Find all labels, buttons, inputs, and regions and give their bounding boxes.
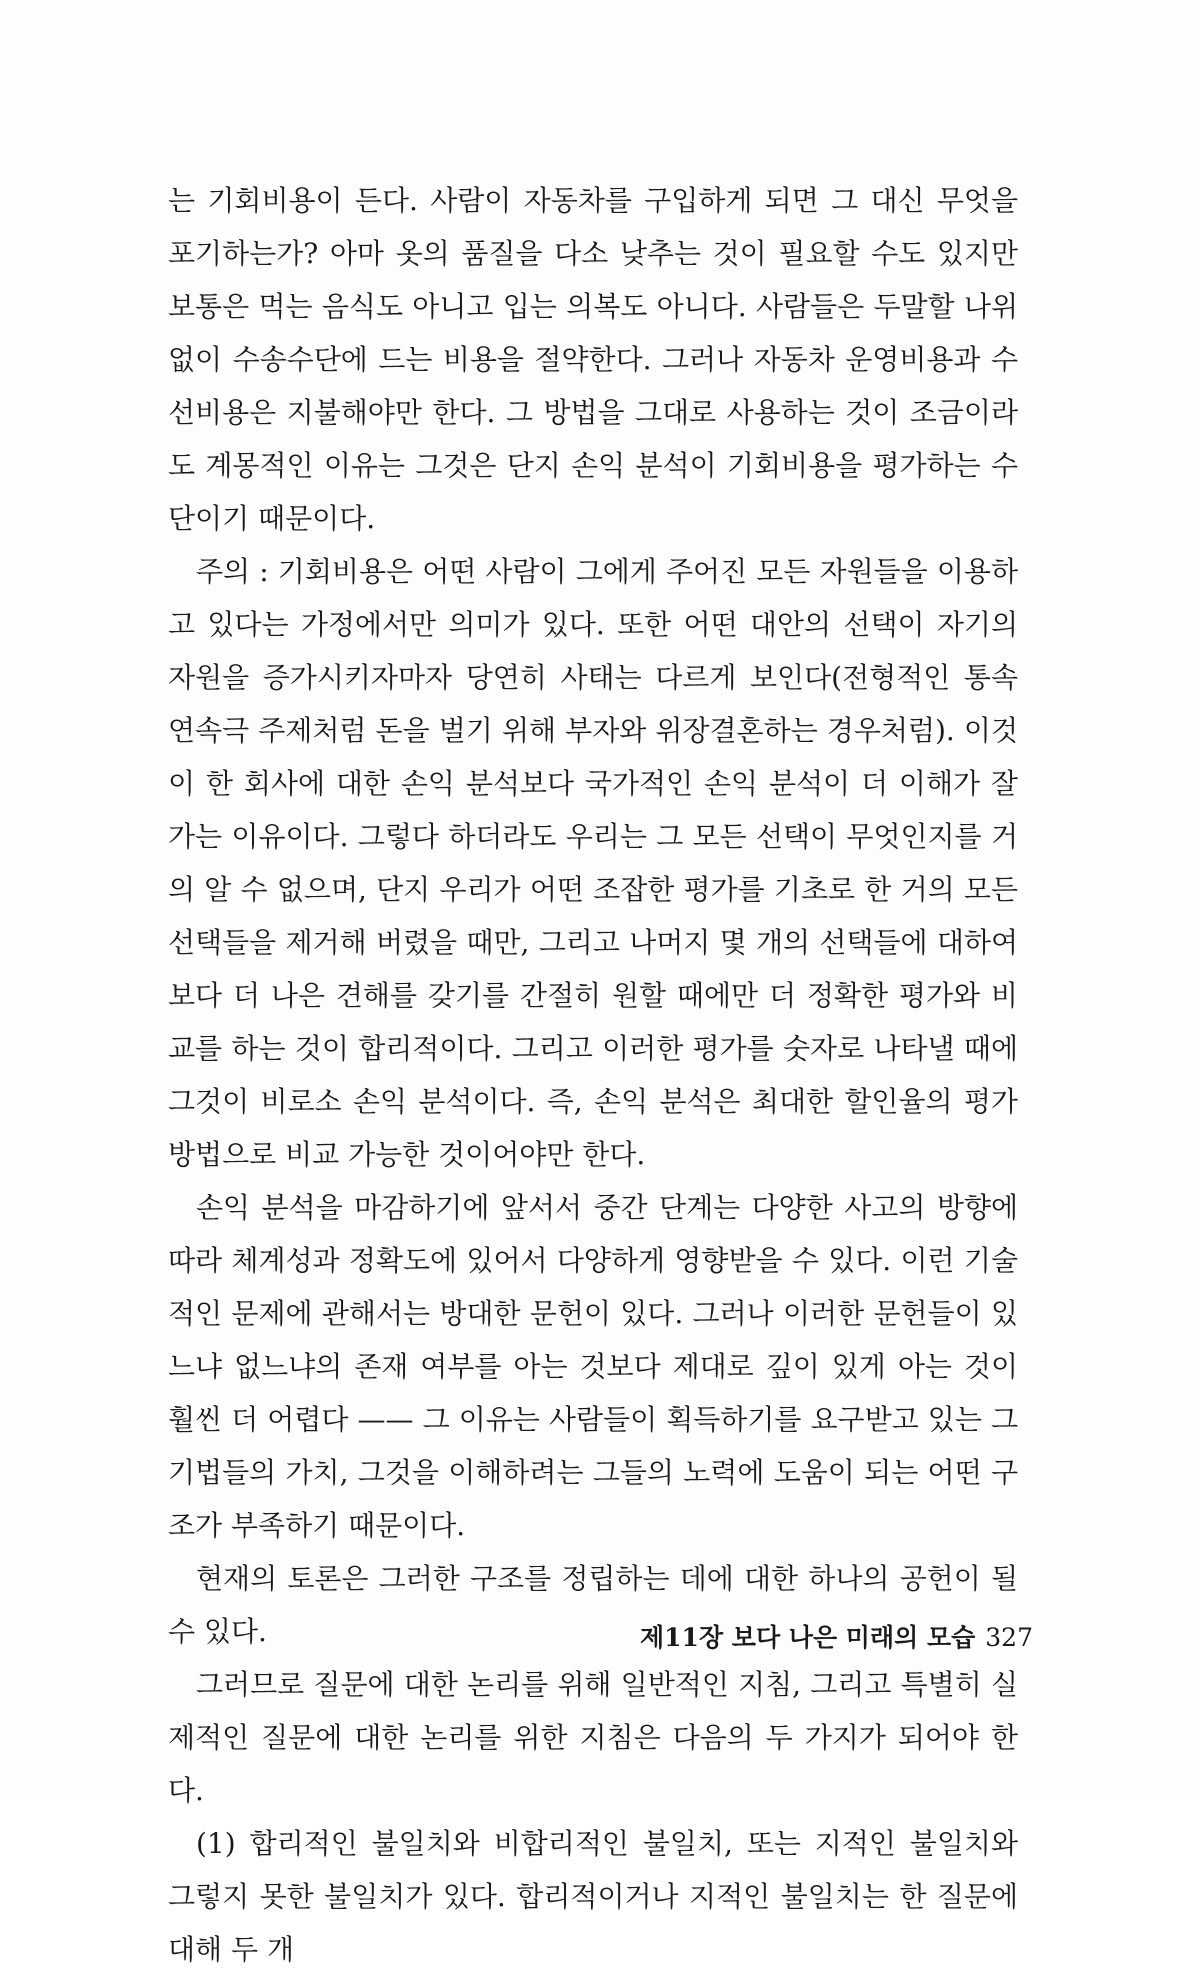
running-footer	[640, 1618, 1040, 1654]
paragraph: 현재의 토론은 그러한 구조를 정립하는 데에 대한 하나의 공헌이 될 수 있다.	[168, 1562, 1018, 1648]
paragraph: (1) 합리적인 불일치와 비합리적인 불일치, 또는 지적인 불일치와 그렇지 못한 불일치가 있다. 합리적이거나 지적인 불일치는 한 질문에 대해 두 개	[168, 1827, 1018, 1966]
paragraph: 는 기회비용이 든다. 사람이 자동차를 구입하게 되면 그 대신 무엇을 포기하는가? 아마 옷의 품질을 다소 낮추는 것이 필요할 수도 있지만 보통은 먹는 음식도 아니고 입는 의복도 아니다. 사람들은 두말할 나위없이 수송수단에 드는 비용을 절약한다. 그러나 자동차 운영비용과 수선비용은 지불해야만 한다. 그 방법을 그대로 사용하는 것이 조금이라도 계몽적인 이유는 그것은 단지 손익 분석이 기회비용을 평가하는 수단이기 때문이다.	[168, 184, 1018, 535]
paragraph: 주의 : 기회비용은 어떤 사람이 그에게 주어진 모든 자원들을 이용하고 있다는 가정에서만 의미가 있다. 또한 어떤 대안의 선택이 자기의 자원을 증가시키자마자 당연히 사태는 다르게 보인다(전형적인 통속 연속극 주제처럼 돈을 벌기 위해 부자와 위장결혼하는 경우처럼). 이것이 한 회사에 대한 손익 분석보다 국가적인 손익 분석이 더 이해가 잘 가는 이유이다. 그렇다 하더라도 우리는 그 모든 선택이 무엇인지를 거의 알 수 없으며, 단지 우리가 어떤 조잡한 평가를 기초로 한 거의 모든 선택들을 제거해 버렸을 때만, 그리고 나머지 몇 개의 선택들에 대하여 보다 더 나은 견해를 갖기를 간절히 원할 때에만 더 정확한 평가와 비교를 하는 것이 합리적이다. 그리고 이러한 평가를 숫자로 나타낼 때에 그것이 비로소 손익 분석이다. 즉, 손익 분석은 최대한 할인율의 평가 방법으로 비교 가능한 것이어야만 한다.	[168, 555, 1018, 1171]
page-number: 327	[985, 1623, 1033, 1652]
chapter-title: 제11장 보다 나은 미래의 모습	[640, 1623, 976, 1652]
body-text	[168, 174, 1018, 1976]
paragraph: 손익 분석을 마감하기에 앞서서 중간 단계는 다양한 사고의 방향에 따라 체계성과 정확도에 있어서 다양하게 영향받을 수 있다. 이런 기술적인 문제에 관해서는 방대한 문헌이 있다. 그러나 이러한 문헌들이 있느냐 없느냐의 존재 여부를 아는 것보다 제대로 깊이 있게 아는 것이 훨씬 더 어렵다 —— 그 이유는 사람들이 획득하기를 요구받고 있는 그 기법들의 가치, 그것을 이해하려는 그들의 노력에 도움이 되는 어떤 구조가 부족하기 때문이다.	[168, 1191, 1018, 1542]
paragraph: 그러므로 질문에 대한 논리를 위해 일반적인 지침, 그리고 특별히 실제적인 질문에 대한 논리를 위한 지침은 다음의 두 가지가 되어야 한다.	[168, 1668, 1018, 1807]
